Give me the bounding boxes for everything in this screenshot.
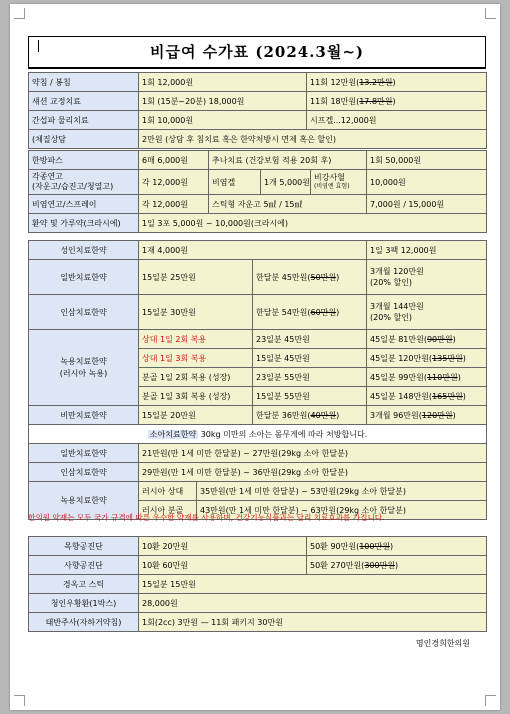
package-price: 11회 18만원( [310,96,360,106]
original-price: 17.8만원 [359,96,393,106]
crop-mark-top-left [14,8,25,19]
price-cell: 각 12,000원 [139,170,209,195]
pediatric-note: 30kg 미만의 소아는 몸무게에 따라 처방합니다. [198,429,368,439]
row-label: 비만치료한약 [29,406,139,425]
table-row [29,463,487,482]
table-row [29,241,487,260]
table-row [29,594,487,613]
price-cell [253,260,367,295]
row-label: 환약 및 가루약(크라시에) [29,214,139,233]
table-row [29,151,487,170]
price-cell: 6매 6,000원 [139,151,209,170]
notice-text: 한의원 약재는 모두 국가 규격에 따른 우수한 약재를 사용하며, 건강기능식품과는 달리 치료효과를 가집니다. [28,513,385,522]
row-label: 성인치료한약 [29,241,139,260]
package-price-cell [307,92,487,111]
document-page [10,4,500,710]
paren: ) [462,353,466,363]
sub-label: 러시아 상대 [139,482,197,501]
price-cell: 7,000원 / 15,000원 [367,195,487,214]
row-label [29,330,139,406]
herbal-medicine-table [28,240,487,520]
price-cell: 시프겔...12,000원 [307,111,487,130]
price-cell: 28,000원 [139,594,487,613]
package-price-cell [307,73,487,92]
original-price: 100만원 [359,541,390,551]
item-cell: 추나치료 (건강보험 적용 20회 후) [209,151,367,170]
discount-note: (20% 할인) [370,313,413,322]
price-cell [367,349,487,368]
table-row [29,406,487,425]
price-cell [253,295,367,330]
row-label: 녹용치료한약 [29,482,139,520]
price-cell: 1회 10,000원 [139,111,307,130]
price-cell: 35만원(만 1세 미만 한달분) ~ 53만원(29kg 소아 한달분) [197,482,487,501]
quarter-price: 3개월 120만원 [370,267,424,276]
dosage-cell: 분골 1일 2회 복용 (성장) [139,368,253,387]
price-cell: 1회 50,000원 [367,151,487,170]
crop-mark-top-right [485,8,496,19]
price-cell: 2만원 (상담 후 침치료 혹은 한약처방시 면제 혹은 할인) [139,130,487,149]
row-label: 경옥고 스틱 [29,575,139,594]
price-cell: 각 12,000원 [139,195,209,214]
label-line: (자운고/습진고/청열고) [32,182,114,191]
table-row [29,330,487,349]
label-line: 각종연고 [32,172,63,181]
original-price: 300만원 [364,560,396,570]
item-name: 비강사혈 [314,173,345,182]
table-row [29,613,487,632]
price-cell [307,556,487,575]
price-cell [253,406,367,425]
paren: ) [452,334,456,344]
price-cell: 10환 60만원 [139,556,307,575]
discount-note: (20% 할인) [370,278,413,287]
price-cell: 15일분 45만원 [253,349,367,368]
price: 50환 90만원( [310,541,360,551]
price-cell: 1개 5,000원 [261,170,311,195]
original-price: 13.2만원 [359,77,393,87]
original-price: 50만원 [310,272,337,282]
row-label: (체질상담 [29,130,139,149]
price: 45일분 148만원( [370,391,433,401]
table-row [29,73,487,92]
sub-label: 러시아 분골 [139,501,197,520]
price-cell: 1회 12,000원 [139,73,307,92]
table-row [29,92,487,111]
price-cell: 21만원(만 1세 미만 한달분) ~ 27만원(29kg 소아 한달분) [139,444,487,463]
original-price: 110만원 [426,372,458,382]
paren: ) [336,307,340,317]
paren: ) [452,410,456,420]
dosage-cell: 분골 1일 3회 복용 (성장) [139,387,253,406]
pediatric-label: 소아치료한약 [149,429,197,439]
price-cell: 15일분 55만원 [253,387,367,406]
table-row [29,444,487,463]
row-label: 일반치료한약 [29,260,139,295]
price-cell: 1일 3팩 12,000원 [367,241,487,260]
item-note: (비염엔 효험) [314,183,350,190]
row-label: 섀션 교정치료 [29,92,139,111]
price-cell: 1재 4,000원 [139,241,367,260]
price-cell: 15일분 20만원 [139,406,253,425]
paren: ) [457,372,461,382]
price: 50환 270만원( [310,560,365,570]
price-cell: 29만원(만 1세 미만 한달분) ~ 36만원(29kg 소아 한달분) [139,463,487,482]
month-price: 한달분 36만원( [256,410,311,420]
price-cell: 15일분 25만원 [139,260,253,295]
quarter-price: 3개월 144만원 [370,302,424,311]
row-label: 사향공진단 [29,556,139,575]
paren: ) [462,391,466,401]
price-cell: 1일 3포 5,000원 ~ 10,000원(크라시에) [139,214,487,233]
row-label: 한방파스 [29,151,139,170]
original-price: 120만원 [421,410,453,420]
row-label: 간섭파 물리치료 [29,111,139,130]
row-label: 인삼치료한약 [29,463,139,482]
crop-mark-bottom-left [14,695,25,706]
package-price: 11회 12만원( [310,77,360,87]
paren: ) [392,77,396,87]
table-row [29,425,487,444]
price-cell [367,260,487,295]
price: 45일분 99만원( [370,372,427,382]
table-row [29,130,487,149]
dosage-cell: 상대 1일 3회 복용 [139,349,253,368]
paren: ) [336,272,340,282]
price-cell [307,537,487,556]
price-cell [367,387,487,406]
original-price: 165만원 [432,391,463,401]
dosage-cell: 상대 1일 2회 복용 [139,330,253,349]
table-row [29,537,487,556]
label-line: 녹용치료한약 [60,356,107,366]
row-label: 인삼치료한약 [29,295,139,330]
price-cell: 23일분 55만원 [253,368,367,387]
table-row [29,170,487,195]
paren: ) [392,96,396,106]
original-price: 40만원 [310,410,337,420]
original-price: 60만원 [310,307,337,317]
table-row [29,260,487,295]
paren: ) [389,541,394,551]
page-title: 비급여 수가표 (2024.3월~) [149,43,365,61]
price-cell: 1회 (15분~20분) 18,000원 [139,92,307,111]
row-label: 비염연고/스프레이 [29,195,139,214]
row-label: 약침 / 봉침 [29,73,139,92]
original-price: 135만원 [432,353,463,363]
month-price: 한달분 54만원( [256,307,311,317]
price-cell: 23일분 45만원 [253,330,367,349]
table-row [29,195,487,214]
row-label [29,170,139,195]
original-price: 90만원 [426,334,453,344]
quarter-price: 3개월 96만원( [370,410,422,420]
price-cell [367,295,487,330]
treatment-price-table [28,72,487,149]
price-cell [367,368,487,387]
price-cell: 15일분 15만원 [139,575,487,594]
item-cell: 비염겔 [209,170,261,195]
price-cell [367,406,487,425]
price-cell: 10,000원 [367,170,487,195]
item-cell [311,170,367,195]
table-row [29,482,487,501]
table-row [29,214,487,233]
title-box [28,36,486,69]
price-cell [367,330,487,349]
table-row [29,556,487,575]
row-label: 청인우황환(1박스) [29,594,139,613]
product-price-table [28,150,487,233]
clinic-name: 명인경희한의원 [415,639,470,648]
price: 45일분 120만원( [370,353,433,363]
month-price: 한달분 45만원( [256,272,311,282]
crop-mark-bottom-right [485,695,496,706]
price: 45일분 81만원( [370,334,427,344]
table-row [29,111,487,130]
price-cell: 43만원(만 1세 미만 한달분) ~ 63만원(29kg 소아 한달분) [197,501,487,520]
special-product-table [28,536,487,632]
table-row [29,295,487,330]
paren: ) [336,410,340,420]
price-cell: 1회(2cc) 3만원 — 11회 패키지 30만원 [139,613,487,632]
table-row [29,575,487,594]
row-label: 목향공진단 [29,537,139,556]
label-line: (러시아 녹용) [59,368,108,378]
price-cell: 10환 20만원 [139,537,307,556]
paren: ) [395,560,399,570]
item-cell: 스틱형 자운고 5㎖ / 15㎖ [209,195,367,214]
pediatric-heading [29,425,487,444]
row-label: 태반주사(자하거약침) [29,613,139,632]
price-cell: 15일분 30만원 [139,295,253,330]
row-label: 일반치료한약 [29,444,139,463]
